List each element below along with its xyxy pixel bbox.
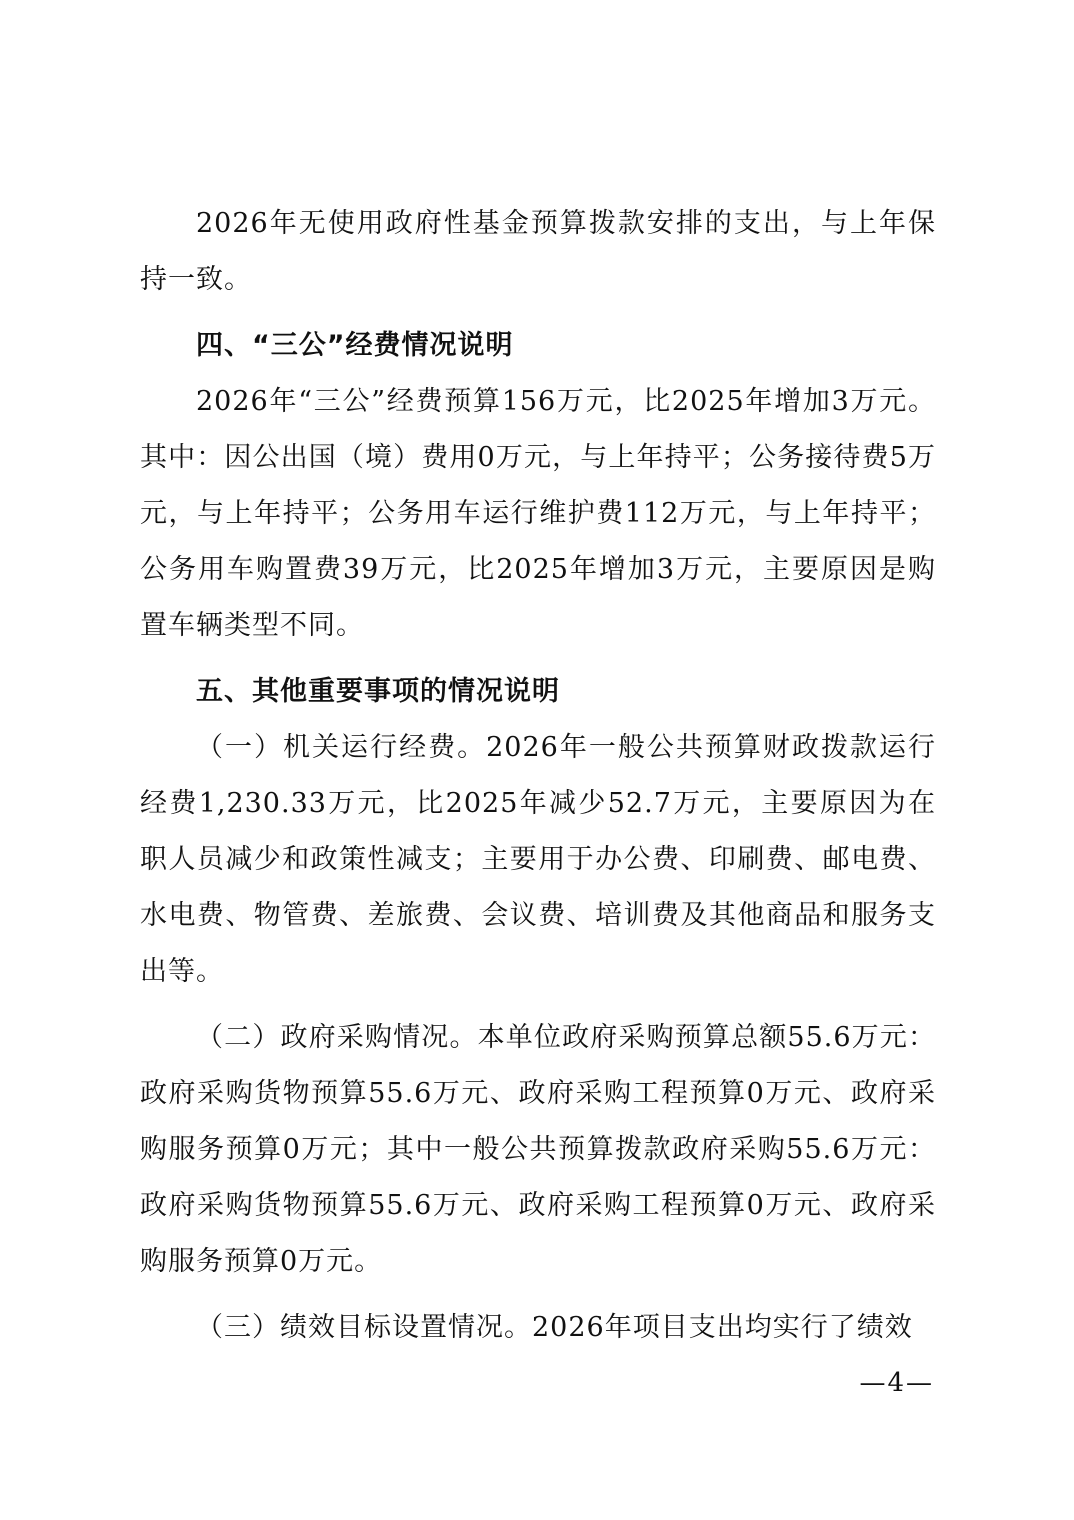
paragraph-fund-budget: 2026年无使用政府性基金预算拨款安排的支出，与上年保持一致。 bbox=[140, 208, 936, 295]
heading-three-public-expenses: 四、“三公”经费情况说明 bbox=[196, 330, 514, 361]
paragraph-government-procurement: （二）政府采购情况。本单位政府采购预算总额55.6万元：政府采购货物预算55.6万元、政府采购工程预算0万元、政府采购服务预算0万元；其中一般公共预算拨款政府采购55.6万元：政府采购货物预算55.6万元、政府采购工程预算0万元、政府采购服务预算0万元。 bbox=[140, 1022, 936, 1277]
paragraph-operating-expenses: （一）机关运行经费。2026年一般公共预算财政拨款运行经费1,230.33万元，比2025年减少52.7万元，主要原因为在职人员减少和政策性减支；主要用于办公费、印刷费、邮电费、水电费、物管费、差旅费、会议费、培训费及其他商品和服务支出等。 bbox=[140, 732, 936, 987]
paragraph-three-public-expenses: 2026年“三公”经费预算156万元，比2025年增加3万元。其中：因公出国（境）费用0万元，与上年持平；公务接待费5万元，与上年持平；公务用车运行维护费112万元，与上年持平；公务用车购置费39万元，比2025年增加3万元，主要原因是购置车辆类型不同。 bbox=[140, 386, 936, 641]
heading-other-matters: 五、其他重要事项的情况说明 bbox=[196, 676, 560, 707]
document-body bbox=[140, 196, 936, 1356]
paragraph-performance-targets: （三）绩效目标设置情况。2026年项目支出均实行了绩效 bbox=[196, 1312, 913, 1343]
page-number: —4— bbox=[859, 1368, 934, 1398]
